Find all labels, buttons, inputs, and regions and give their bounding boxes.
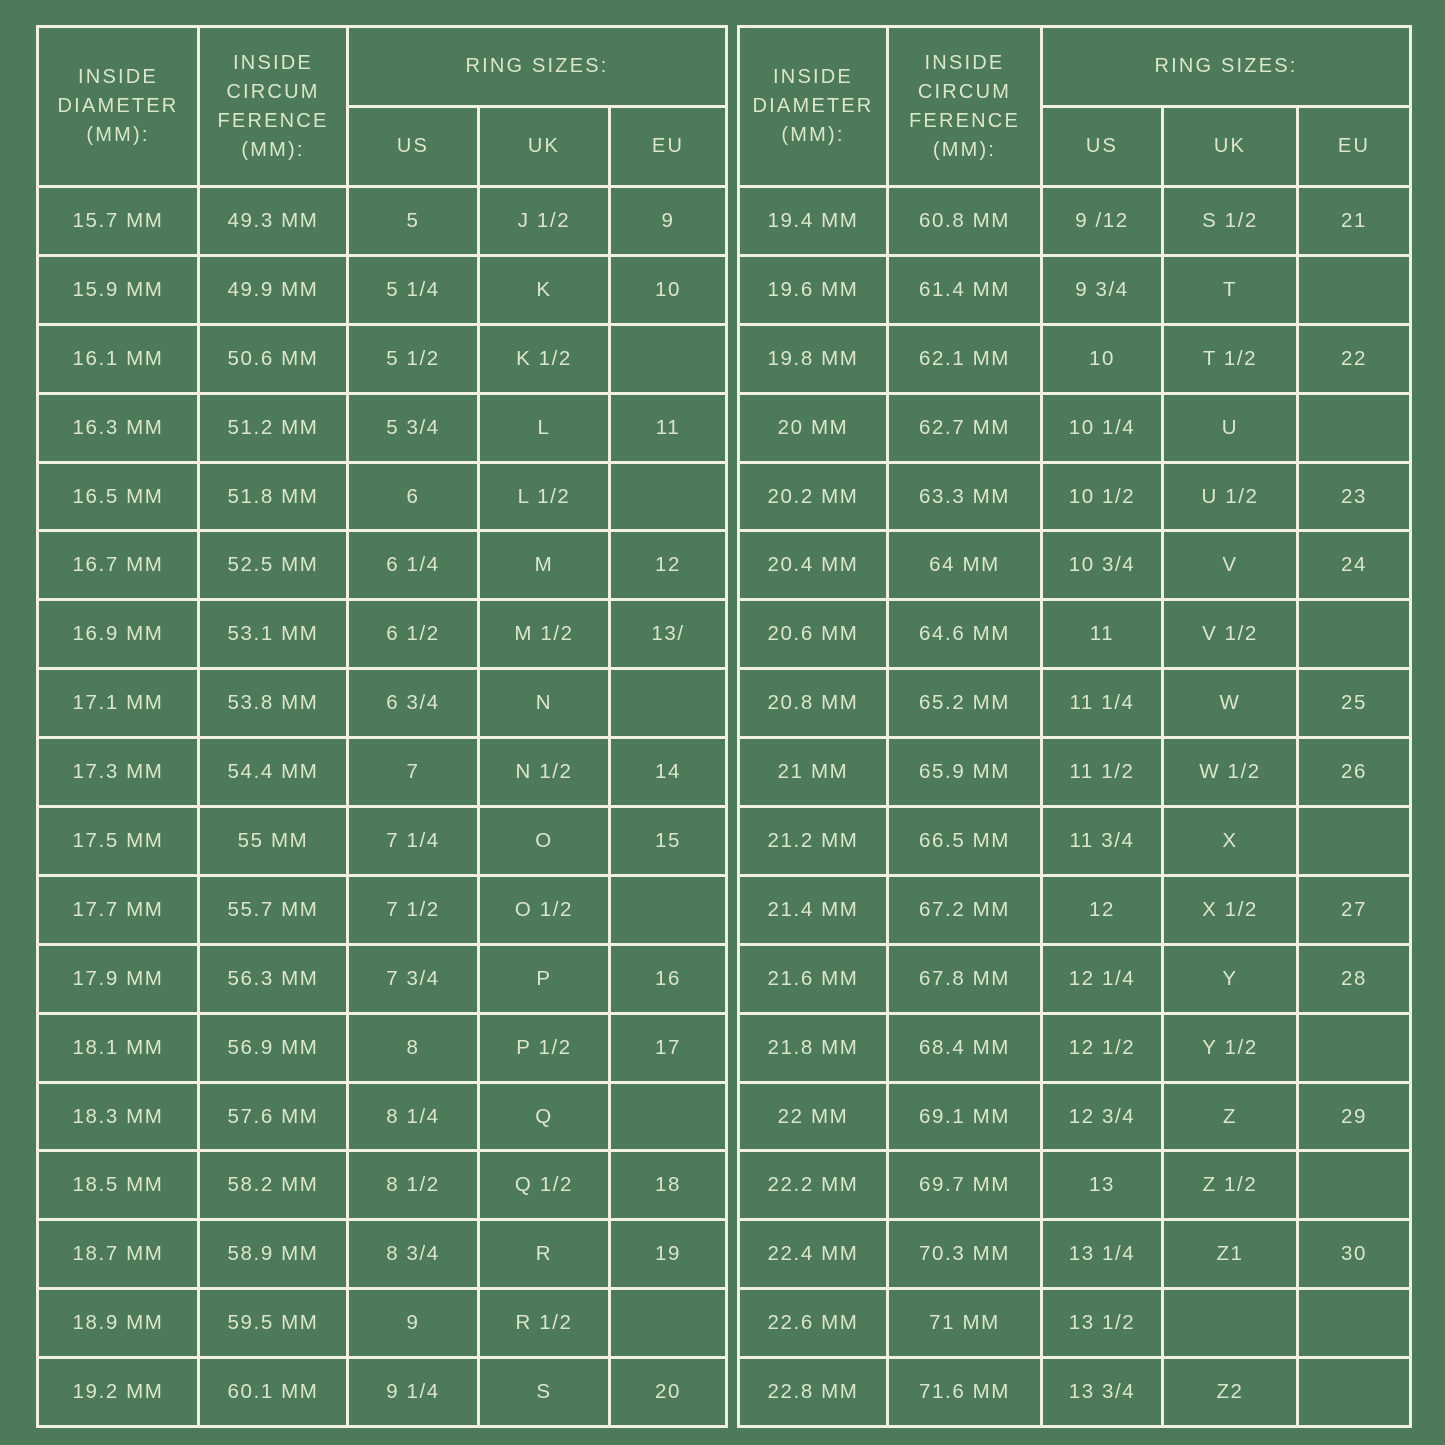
table-cell: 54.4 MM <box>199 738 348 807</box>
table-body-left <box>38 187 727 1427</box>
table-row <box>739 324 1411 393</box>
table-cell: 25 <box>1298 669 1411 738</box>
table-row <box>38 462 727 531</box>
table-cell <box>1298 807 1411 876</box>
table-cell: O <box>479 807 610 876</box>
table-cell: X <box>1163 807 1298 876</box>
header-us: US <box>348 107 479 187</box>
table-cell: 15.7 MM <box>38 187 199 256</box>
table-cell: 5 3/4 <box>348 393 479 462</box>
table-cell: 18.5 MM <box>38 1151 199 1220</box>
table-row <box>739 255 1411 324</box>
table-cell: 20.8 MM <box>739 669 888 738</box>
table-row <box>739 600 1411 669</box>
table-cell: 15 <box>610 807 727 876</box>
table-cell: 6 1/2 <box>348 600 479 669</box>
table-cell <box>1298 600 1411 669</box>
table-cell: 18.3 MM <box>38 1082 199 1151</box>
table-row <box>38 255 727 324</box>
table-row <box>38 1151 727 1220</box>
table-cell: R 1/2 <box>479 1289 610 1358</box>
table-cell <box>1298 393 1411 462</box>
table-cell: 12 <box>610 531 727 600</box>
table-cell: 5 <box>348 187 479 256</box>
table-cell: 13 <box>1042 1151 1163 1220</box>
table-cell: 24 <box>1298 531 1411 600</box>
table-cell: 55 MM <box>199 807 348 876</box>
table-row <box>38 187 727 256</box>
table-row <box>38 807 727 876</box>
table-cell: N <box>479 669 610 738</box>
table-cell: 65.2 MM <box>888 669 1042 738</box>
table-body-right <box>739 187 1411 1427</box>
table-cell: U <box>1163 393 1298 462</box>
table-cell: 11 3/4 <box>1042 807 1163 876</box>
table-cell: 18.9 MM <box>38 1289 199 1358</box>
table-cell: 17.5 MM <box>38 807 199 876</box>
table-cell <box>610 875 727 944</box>
header-inside-circumference: INSIDE CIRCUM FERENCE (MM): <box>199 27 348 187</box>
table-row <box>38 324 727 393</box>
table-cell: 56.3 MM <box>199 944 348 1013</box>
table-cell: 27 <box>1298 875 1411 944</box>
table-cell: 19.2 MM <box>38 1358 199 1427</box>
table-cell: 20 <box>610 1358 727 1427</box>
table-row <box>38 600 727 669</box>
table-cell: 17.3 MM <box>38 738 199 807</box>
table-cell: Y <box>1163 944 1298 1013</box>
table-cell: 9 1/4 <box>348 1358 479 1427</box>
table-cell: S <box>479 1358 610 1427</box>
table-cell: 8 <box>348 1013 479 1082</box>
table-row <box>739 462 1411 531</box>
table-cell: 16.7 MM <box>38 531 199 600</box>
table-cell: 17 <box>610 1013 727 1082</box>
table-cell: 69.1 MM <box>888 1082 1042 1151</box>
table-cell: T 1/2 <box>1163 324 1298 393</box>
table-cell: K <box>479 255 610 324</box>
table-row <box>739 1289 1411 1358</box>
table-cell: 6 3/4 <box>348 669 479 738</box>
table-cell <box>610 462 727 531</box>
table-row <box>739 1358 1411 1427</box>
table-cell: 56.9 MM <box>199 1013 348 1082</box>
table-cell: 63.3 MM <box>888 462 1042 531</box>
table-cell: M <box>479 531 610 600</box>
table-cell: 9 /12 <box>1042 187 1163 256</box>
table-cell: 16.3 MM <box>38 393 199 462</box>
table-cell: 16.9 MM <box>38 600 199 669</box>
table-cell: Y 1/2 <box>1163 1013 1298 1082</box>
table-cell: 8 3/4 <box>348 1220 479 1289</box>
table-cell: 17.1 MM <box>38 669 199 738</box>
table-cell: 5 1/4 <box>348 255 479 324</box>
table-cell <box>1163 1289 1298 1358</box>
table-cell: 71 MM <box>888 1289 1042 1358</box>
table-cell: 55.7 MM <box>199 875 348 944</box>
table-cell: 52.5 MM <box>199 531 348 600</box>
table-row <box>739 669 1411 738</box>
table-cell: Z2 <box>1163 1358 1298 1427</box>
table-cell: 13 1/4 <box>1042 1220 1163 1289</box>
table-cell <box>610 324 727 393</box>
table-row <box>739 738 1411 807</box>
table-cell: 51.8 MM <box>199 462 348 531</box>
table-row <box>38 944 727 1013</box>
table-cell: Z 1/2 <box>1163 1151 1298 1220</box>
table-cell: 7 3/4 <box>348 944 479 1013</box>
table-cell: 26 <box>1298 738 1411 807</box>
table-cell: V <box>1163 531 1298 600</box>
table-cell: 71.6 MM <box>888 1358 1042 1427</box>
table-cell: Z1 <box>1163 1220 1298 1289</box>
table-cell: 70.3 MM <box>888 1220 1042 1289</box>
table-cell <box>1298 1358 1411 1427</box>
table-cell: 19 <box>610 1220 727 1289</box>
table-cell: 13 3/4 <box>1042 1358 1163 1427</box>
table-cell <box>1298 255 1411 324</box>
table-cell: 9 <box>348 1289 479 1358</box>
table-cell: K 1/2 <box>479 324 610 393</box>
table-cell: 11 <box>1042 600 1163 669</box>
table-cell: 19.8 MM <box>739 324 888 393</box>
table-row <box>739 944 1411 1013</box>
table-cell: 10 <box>610 255 727 324</box>
table-row <box>739 875 1411 944</box>
table-cell: 19.6 MM <box>739 255 888 324</box>
table-cell: 21.8 MM <box>739 1013 888 1082</box>
table-row <box>38 1082 727 1151</box>
table-cell: 13/ <box>610 600 727 669</box>
table-row <box>739 1220 1411 1289</box>
table-cell: 13 1/2 <box>1042 1289 1163 1358</box>
table-cell: 6 <box>348 462 479 531</box>
table-cell: Z <box>1163 1082 1298 1151</box>
table-row <box>38 1358 727 1427</box>
table-row <box>38 1220 727 1289</box>
table-cell: 15.9 MM <box>38 255 199 324</box>
table-cell <box>1298 1289 1411 1358</box>
table-cell: 30 <box>1298 1220 1411 1289</box>
table-cell: 20.6 MM <box>739 600 888 669</box>
table-cell: 17.9 MM <box>38 944 199 1013</box>
table-cell: 7 1/4 <box>348 807 479 876</box>
header-uk: UK <box>479 107 610 187</box>
table-cell: L 1/2 <box>479 462 610 531</box>
header-uk: UK <box>1163 107 1298 187</box>
table-cell: 5 1/2 <box>348 324 479 393</box>
table-cell: 8 1/4 <box>348 1082 479 1151</box>
table-cell: 69.7 MM <box>888 1151 1042 1220</box>
table-cell: 6 1/4 <box>348 531 479 600</box>
table-cell: 64 MM <box>888 531 1042 600</box>
table-cell: 7 1/2 <box>348 875 479 944</box>
table-row <box>739 531 1411 600</box>
table-cell: W <box>1163 669 1298 738</box>
table-cell: W 1/2 <box>1163 738 1298 807</box>
table-row <box>739 1151 1411 1220</box>
table-cell <box>610 669 727 738</box>
table-cell: S 1/2 <box>1163 187 1298 256</box>
table-cell: Q <box>479 1082 610 1151</box>
table-cell: T <box>1163 255 1298 324</box>
table-cell: 21 <box>1298 187 1411 256</box>
table-cell: 58.9 MM <box>199 1220 348 1289</box>
table-cell: 62.1 MM <box>888 324 1042 393</box>
table-cell: 22 <box>1298 324 1411 393</box>
table-cell: 21.2 MM <box>739 807 888 876</box>
table-cell: 16 <box>610 944 727 1013</box>
table-cell <box>1298 1013 1411 1082</box>
table-cell: P <box>479 944 610 1013</box>
table-cell: 58.2 MM <box>199 1151 348 1220</box>
table-cell: 7 <box>348 738 479 807</box>
table-cell: 20.2 MM <box>739 462 888 531</box>
table-cell: 60.8 MM <box>888 187 1042 256</box>
table-cell: 10 <box>1042 324 1163 393</box>
table-cell: 12 1/2 <box>1042 1013 1163 1082</box>
header-inside-diameter: INSIDE DIAMETER (MM): <box>739 27 888 187</box>
table-cell: 9 3/4 <box>1042 255 1163 324</box>
table-cell: 53.1 MM <box>199 600 348 669</box>
table-cell: U 1/2 <box>1163 462 1298 531</box>
table-cell: 67.2 MM <box>888 875 1042 944</box>
table-cell: 12 1/4 <box>1042 944 1163 1013</box>
table-row <box>739 807 1411 876</box>
table-row <box>38 393 727 462</box>
table-row <box>38 531 727 600</box>
table-cell: 49.9 MM <box>199 255 348 324</box>
table-cell: 10 3/4 <box>1042 531 1163 600</box>
table-cell: 16.1 MM <box>38 324 199 393</box>
table-row <box>739 1082 1411 1151</box>
table-cell: 49.3 MM <box>199 187 348 256</box>
table-cell: 22.2 MM <box>739 1151 888 1220</box>
table-cell: 29 <box>1298 1082 1411 1151</box>
table-cell: 14 <box>610 738 727 807</box>
ring-size-table-left <box>36 25 728 1428</box>
table-cell: 12 3/4 <box>1042 1082 1163 1151</box>
table-cell: 17.7 MM <box>38 875 199 944</box>
header-inside-circumference: INSIDE CIRCUM FERENCE (MM): <box>888 27 1042 187</box>
table-cell: 16.5 MM <box>38 462 199 531</box>
table-cell: 22 MM <box>739 1082 888 1151</box>
table-cell: O 1/2 <box>479 875 610 944</box>
table-cell: R <box>479 1220 610 1289</box>
table-cell: 10 1/4 <box>1042 393 1163 462</box>
header-ring-sizes: RING SIZES: <box>1042 27 1411 107</box>
table-cell: V 1/2 <box>1163 600 1298 669</box>
table-cell: 11 1/2 <box>1042 738 1163 807</box>
table-cell <box>610 1082 727 1151</box>
table-cell: 11 <box>610 393 727 462</box>
header-ring-sizes: RING SIZES: <box>348 27 727 107</box>
header-eu: EU <box>1298 107 1411 187</box>
table-cell: 60.1 MM <box>199 1358 348 1427</box>
table-cell: 57.6 MM <box>199 1082 348 1151</box>
table-cell: 18.1 MM <box>38 1013 199 1082</box>
table-cell: 23 <box>1298 462 1411 531</box>
table-cell: 21 MM <box>739 738 888 807</box>
table-cell: 10 1/2 <box>1042 462 1163 531</box>
table-cell: P 1/2 <box>479 1013 610 1082</box>
table-cell: 59.5 MM <box>199 1289 348 1358</box>
ring-size-table-right <box>737 25 1412 1428</box>
header-us: US <box>1042 107 1163 187</box>
table-cell <box>1298 1151 1411 1220</box>
table-cell: 67.8 MM <box>888 944 1042 1013</box>
table-row <box>38 669 727 738</box>
table-row <box>739 187 1411 256</box>
table-cell: J 1/2 <box>479 187 610 256</box>
table-row <box>38 875 727 944</box>
table-row <box>38 1289 727 1358</box>
table-cell: 66.5 MM <box>888 807 1042 876</box>
table-cell: 62.7 MM <box>888 393 1042 462</box>
table-cell: 22.6 MM <box>739 1289 888 1358</box>
table-cell: 21.4 MM <box>739 875 888 944</box>
table-row <box>739 1013 1411 1082</box>
table-cell: 65.9 MM <box>888 738 1042 807</box>
table-cell: 20.4 MM <box>739 531 888 600</box>
table-cell: 53.8 MM <box>199 669 348 738</box>
table-cell: 18.7 MM <box>38 1220 199 1289</box>
table-cell: 50.6 MM <box>199 324 348 393</box>
table-cell: 22.8 MM <box>739 1358 888 1427</box>
table-cell: 12 <box>1042 875 1163 944</box>
table-cell: Q 1/2 <box>479 1151 610 1220</box>
table-cell: X 1/2 <box>1163 875 1298 944</box>
table-cell: 9 <box>610 187 727 256</box>
table-cell: 20 MM <box>739 393 888 462</box>
table-cell: N 1/2 <box>479 738 610 807</box>
table-cell: 21.6 MM <box>739 944 888 1013</box>
table-row <box>38 1013 727 1082</box>
table-cell: 68.4 MM <box>888 1013 1042 1082</box>
table-cell: M 1/2 <box>479 600 610 669</box>
table-cell: 22.4 MM <box>739 1220 888 1289</box>
table-cell <box>610 1289 727 1358</box>
header-eu: EU <box>610 107 727 187</box>
table-cell: 64.6 MM <box>888 600 1042 669</box>
table-cell: 19.4 MM <box>739 187 888 256</box>
table-cell: 8 1/2 <box>348 1151 479 1220</box>
header-inside-diameter: INSIDE DIAMETER (MM): <box>38 27 199 187</box>
table-cell: 61.4 MM <box>888 255 1042 324</box>
table-row <box>739 393 1411 462</box>
table-cell: L <box>479 393 610 462</box>
table-cell: 11 1/4 <box>1042 669 1163 738</box>
table-cell: 28 <box>1298 944 1411 1013</box>
table-row <box>38 738 727 807</box>
table-cell: 18 <box>610 1151 727 1220</box>
table-cell: 51.2 MM <box>199 393 348 462</box>
